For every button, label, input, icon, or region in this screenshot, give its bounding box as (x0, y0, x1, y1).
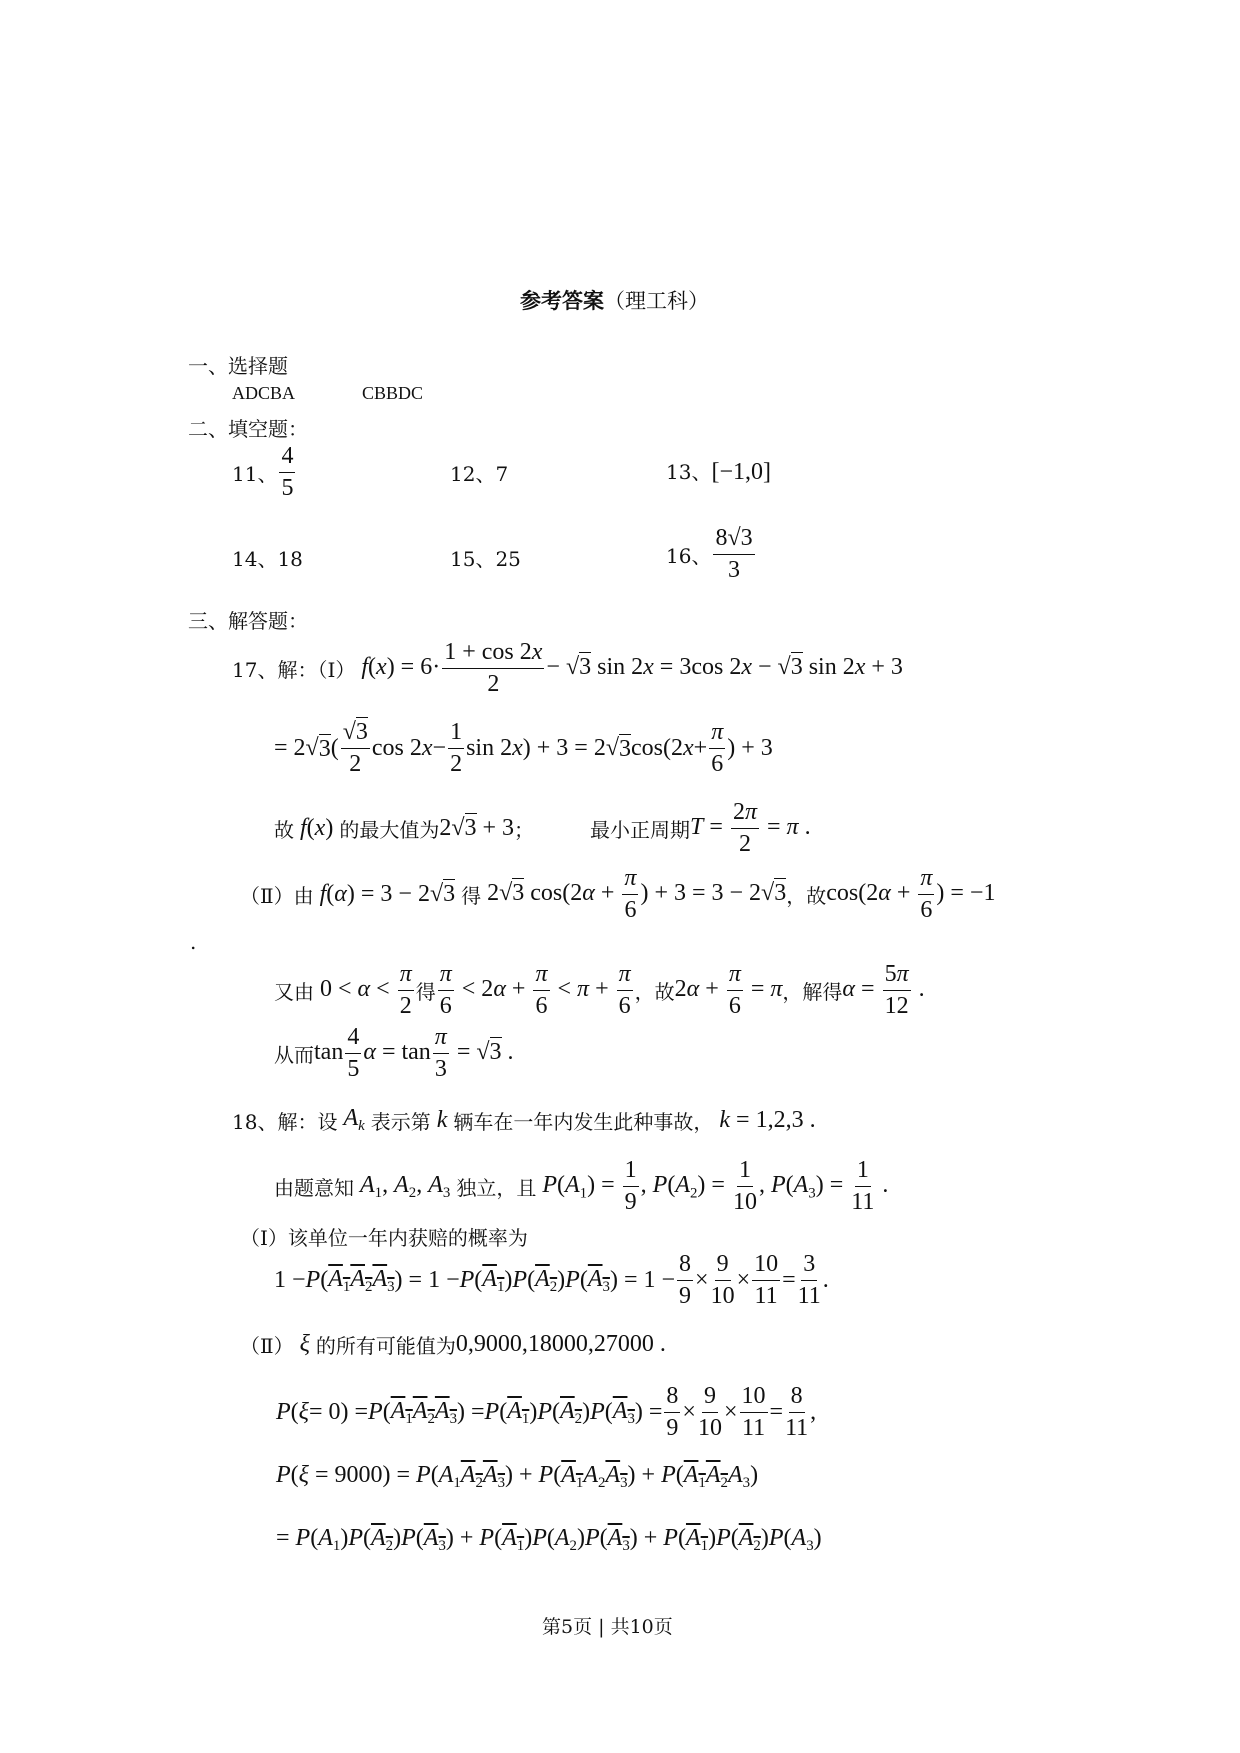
q17-l6-t1: 从而 (274, 1043, 314, 1068)
q13-value: [−1,0] (711, 459, 771, 485)
q17-l5-t1: 又由 (274, 980, 314, 1005)
q17-line-3: 故 f(x) 的最大值为 2√3 + 3 ； 最小正周期 T = $\frac{2\pi}{2}$ = π . (274, 799, 811, 858)
q16-label: 16、 (666, 544, 712, 569)
q18-label: 18、解：设 (232, 1109, 338, 1134)
stray-period: . (190, 930, 197, 954)
section-solution-heading: 三、解答题： (188, 609, 308, 633)
q17-p2-label: （Ⅱ）由 (240, 884, 314, 909)
q17-l3-t2: 的最大值为 (339, 818, 440, 843)
q18-l1-t1: 表示第 (370, 1109, 431, 1134)
q18-p2-t1: （Ⅱ） (240, 1334, 294, 1358)
q11-den: 5 (281, 475, 294, 502)
q17-line-6: 从而 tan $\frac{4}{5}$ α = tan $\frac{\pi}{3}$ = √3 . (274, 1024, 514, 1083)
q17-l5-t2: 得 (415, 980, 436, 1005)
page-title (520, 285, 709, 315)
title-main: 参考答案 (520, 289, 604, 313)
q11-label: 11、 (232, 462, 278, 487)
fill-answer-16 (666, 526, 757, 583)
q18-l2-t1: 由题意知 (274, 1176, 354, 1201)
q18-line-1: 18、解：设 $A_k$ 表示第 k 辆车在一年内发生此种事故， k = 1,2,3 . (232, 1105, 816, 1135)
q12-label: 12、 (450, 462, 496, 486)
q18-line-2: 由题意知 $A_1$, $A_2$, $A_3$ 独立，且 $P(A_1)$ = $\frac{1}{9}$ , $P(A_2)$ = $\frac{1}{10}$ , $P(A_3)$ = $\frac{1}{11}$ . (274, 1157, 889, 1216)
q17-l5-t4: ，解得 (782, 980, 843, 1005)
q17-line-2: = 2√ 3 ( $\frac{√3}{2}$ cos 2 x − $\frac{1}{2}$ sin 2 x ) + 3 = 2√ 3 cos(2 x + $\frac{\pi}{6}$ ) + 3 (274, 719, 773, 778)
q17-line-1 (232, 640, 903, 697)
q17-part-2: （Ⅱ）由 f(α) = 3 − 2√3 得 2√3 cos(2α + $\frac{\pi}{6}$ ) + 3 = 3 − 2√3 ，故 cos(2α + $\frac{\pi}{6}$ ) = −1 (240, 865, 996, 924)
page-footer: 第5页 | 共10页 (542, 1616, 673, 1638)
q18-part-1-text: （Ⅰ）该单位一年内获赔的概率为 (240, 1226, 528, 1250)
title-sub: （理工科） (604, 289, 709, 313)
fill-answer-15 (450, 543, 521, 572)
q17-eq-1: f(x) = 6· $\frac{1 + \cos 2x}{2}$ − √3 sin 2x = 3cos 2x − √3 sin 2x + 3 (361, 639, 903, 698)
section-choice-heading: 一、选择题 (188, 354, 288, 378)
choice-answer-group-1: ADCBA (232, 383, 296, 403)
q17-line-5: 又由 0 < α < $\frac{\pi}{2}$ 得 $\frac{\pi}{6}$ < 2α + $\frac{\pi}{6}$ < π + $\frac{\pi}{6}$ ，故 2α + $\frac{\pi}{6}$ = π ，解得 α = $\frac{5\pi}{12}$ . (274, 961, 925, 1020)
q18-part-1-eq: 1 − P ( $A_1A_2A_3$ ) = 1 − P ( $A_1$ ) P ( $A_2$ ) P ( $A_3$ ) = 1 − $\frac{8}{9}$ × $\frac{9}{10}$ × $\frac{10}{11}$ = $\frac{3}{11}$ . (274, 1251, 829, 1310)
q12-value: 7 (495, 462, 509, 486)
q18-l2-t2: 独立，且 (456, 1176, 537, 1201)
q17-label: 17、解：（Ⅰ） (232, 658, 356, 683)
q17-l3-t3: 最小正周期 (590, 818, 691, 843)
fill-answer-11 (232, 444, 297, 501)
q16-fraction (713, 526, 754, 583)
q16-den: 3 (728, 557, 741, 584)
q15-label: 15、 (450, 547, 496, 571)
q14-value: 18 (277, 547, 303, 571)
q18-l1-t2: 辆车在一年内发生此种事故， (453, 1109, 714, 1134)
q18-p2-t2: 的所有可能值为 (315, 1334, 456, 1358)
q18-eq-xi-9000: $P(\xi = 9000) = P(A_1A_2A_3) + P(A_1A_2A_3) + P(A_1A_2A_3)$ (276, 1462, 759, 1492)
fill-answer-13 (666, 456, 771, 486)
section-fill-heading: 二、填空题： (188, 417, 308, 441)
q18-part-2: （Ⅱ） ξ 的所有可能值为 0,9000,18000,27000 . (240, 1331, 666, 1358)
q18-eq-xi-0: P ( ξ = 0) = P ( $A_1$ $A_2$ $A_3$ ) = P ( $A_1$ ) P ( $A_2$ ) P ( $A_3$ ) = $\frac{8}{9}$ × $\frac{9}{10}$ × $\frac{10}{11}$ = $\frac{8}{11}$ , (276, 1383, 817, 1442)
q18-eq-xi-9000-expanded: = $P(A_1)P(A_2)P(A_3) + P(A_1)P(A_2)P(A_3) + P(A_1)P(A_2)P(A_3)$ (276, 1525, 822, 1555)
q15-value: 25 (495, 547, 521, 571)
q11-fraction (279, 444, 295, 501)
q11-num: 4 (279, 444, 295, 473)
q17-l3-t1: 故 (274, 818, 294, 843)
q13-label: 13、 (666, 460, 712, 484)
q17-l5-t3: ，故 (634, 980, 675, 1005)
q16-num: 8√3 (713, 526, 754, 555)
q18-p2-values: 0,9000,18000,27000 (455, 1331, 654, 1357)
q14-label: 14、 (232, 547, 278, 571)
fill-answer-12 (450, 458, 508, 487)
fill-answer-14 (232, 543, 303, 572)
q17-p2-t1: 得 (461, 884, 482, 909)
choice-answer-group-2: CBBDC (362, 383, 424, 403)
q17-p2-t2: ，故 (786, 884, 827, 909)
